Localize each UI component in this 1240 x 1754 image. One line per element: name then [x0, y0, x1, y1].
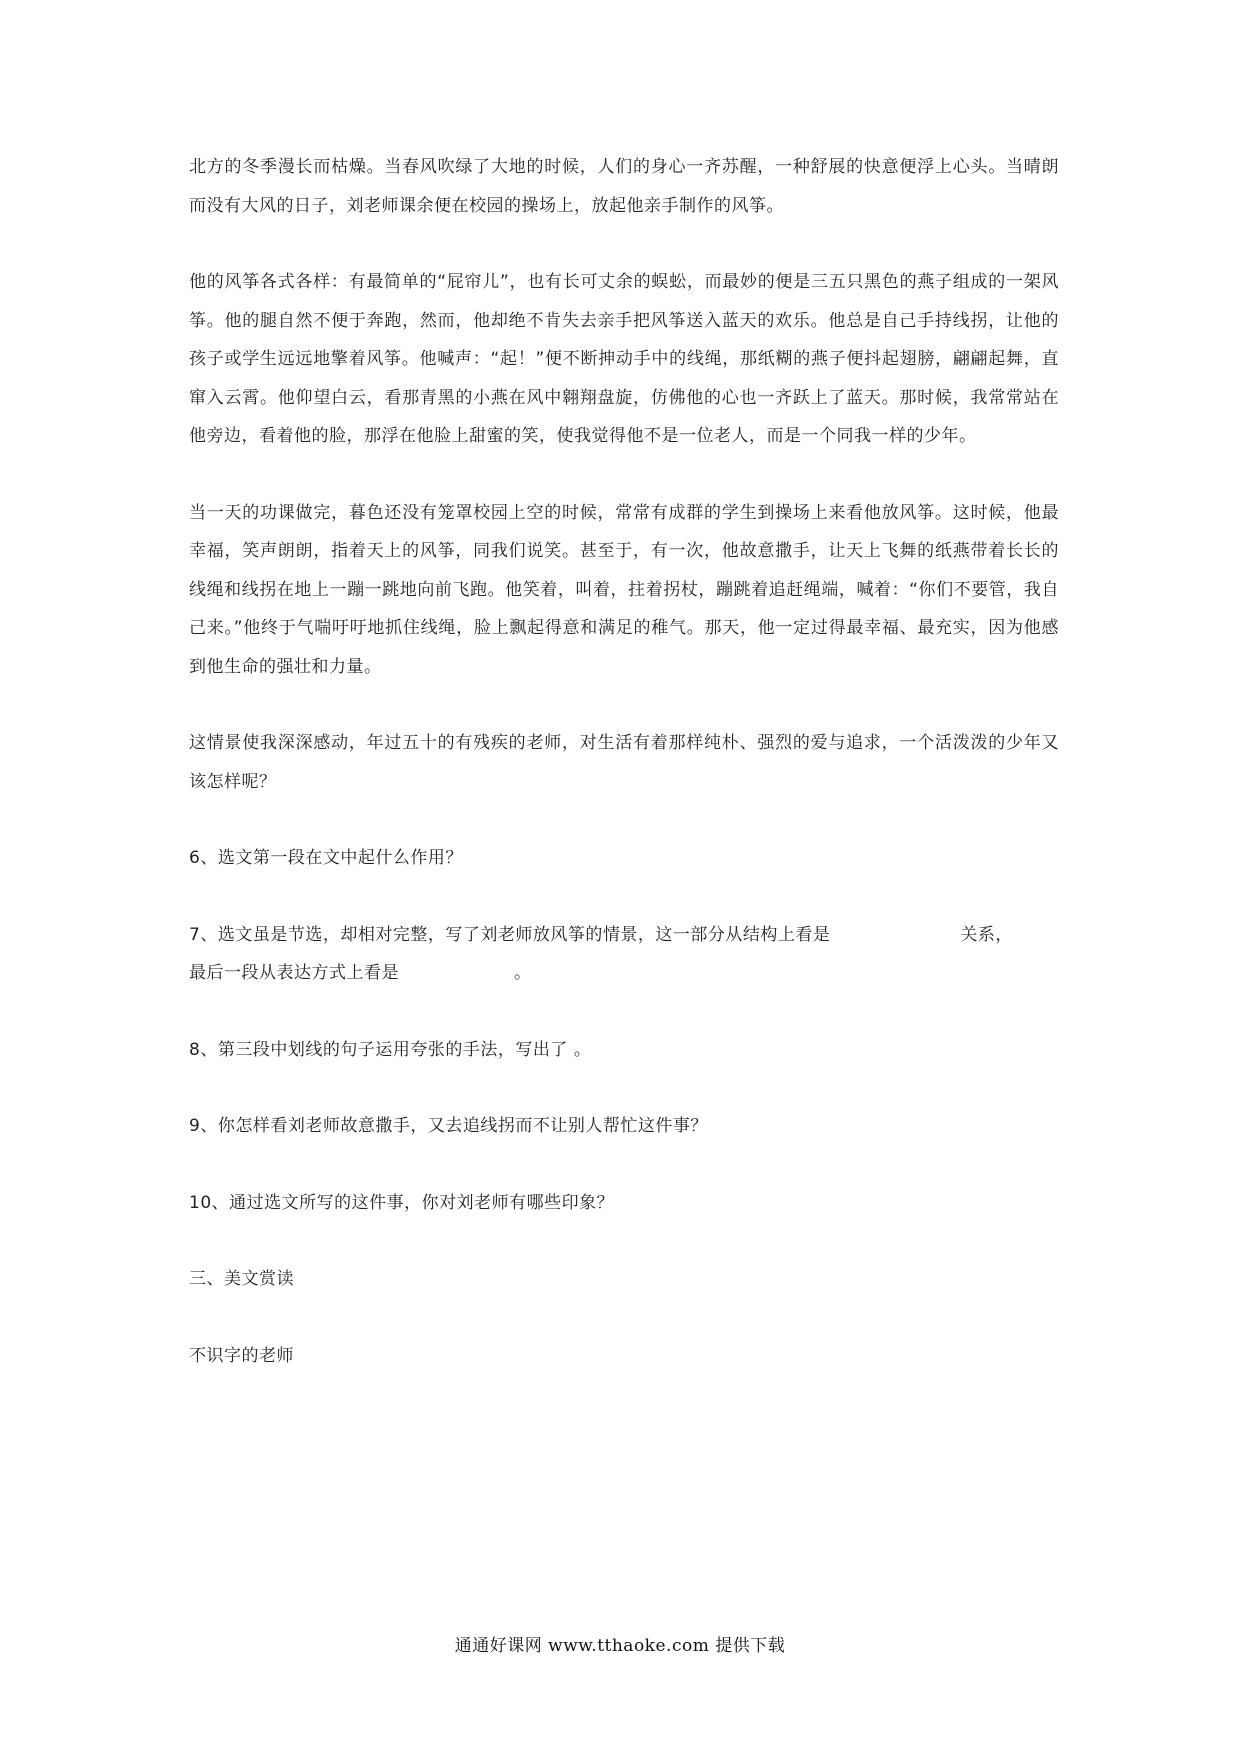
question-10: 10、通过选文所写的这件事，你对刘老师有哪些印象？: [189, 1192, 615, 1213]
section-heading: 三、美文赏读: [189, 1269, 294, 1289]
article-title: 不识字的老师: [189, 1345, 294, 1366]
paragraph-4: 这情景使我深深感动，年过五十的有残疾的老师，对生活有着那样纯朴、强烈的爱与追求，一个活泼泼的少年又该怎样呢？: [189, 733, 1059, 792]
footer-site-name: 通通好课网: [454, 1636, 543, 1656]
document-body: [189, 148, 1059, 1375]
question-8-text: 8、第三段中划线的句子运用夸张的手法，写出了: [189, 1039, 568, 1060]
question-9: 9、你怎样看刘老师故意撒手，又去追线拐而不让别人帮忙这件事？: [189, 1116, 708, 1136]
question-8-period: 。: [573, 1039, 592, 1060]
paragraph-2: 他的风筝各式各样：有最简单的“屁帘儿”，也有长可丈余的蜈蚣，而最妙的便是三五只黑色的燕子组成的一架风筝。他的腿自然不便于奔跑，然而，他却绝不肯失去亲手把风筝送入蓝天的欢乐。他总是自己手持线拐，让他的孩子或学生远远地擎着风筝。他喊声：“起！”便不断抻动手中的线绳，那纸糊的燕子便抖起翅膀，翩翩起舞，直窜入云霄。他仰望白云，看那青黑的小燕在风中翱翔盘旋，仿佛他的心也一齐跃上了蓝天。那时候，我常常站在他旁边，看着他的脸，那浮在他脸上甜蜜的笑，使我觉得他不是一位老人，而是一个同我一样的少年。: [189, 272, 1059, 446]
footer-suffix: 提供下载: [715, 1636, 786, 1656]
question-7-relation: 关系，: [960, 924, 1013, 945]
question-7-second-line: 最后一段从表达方式上看是: [189, 963, 399, 983]
paragraph-1: 北方的冬季漫长而枯燥。当春风吹绿了大地的时候，人们的身心一齐苏醒，一种舒展的快意便浮上心头。当晴朗而没有大风的日子，刘老师课余便在校园的操场上，放起他亲手制作的风筝。: [189, 157, 1059, 216]
paragraph-3: 当一天的功课做完，暮色还没有笼罩校园上空的时候，常常有成群的学生到操场上来看他放风筝。这时候，他最幸福，笑声朗朗，指着天上的风筝，同我们说笑。甚至于，有一次，他故意撒手，让天上飞舞的纸燕带着长长的线绳和线拐在地上一蹦一跳地向前飞跑。他笑着，叫着，拄着拐杖，蹦跳着追赶绳端，喊着：“你们不要管，我自己来。”他终于气喘吁吁地抓住线绳，脸上飘起得意和满足的稚气。那天，他一定过得最幸福、最充实，因为他感到他生命的强壮和力量。: [189, 502, 1059, 677]
question-7-period: 。: [514, 963, 532, 983]
page-footer: [0, 1631, 1240, 1656]
footer-url: www.tthaoke.com: [548, 1636, 710, 1656]
question-7: [189, 916, 1059, 993]
question-8: [189, 1031, 1059, 1070]
question-7-text: 7、选文虽是节选，却相对完整，写了刘老师放风筝的情景，这一部分从结构上看是: [189, 924, 831, 945]
question-6: 6、选文第一段在文中起什么作用？: [189, 848, 463, 868]
